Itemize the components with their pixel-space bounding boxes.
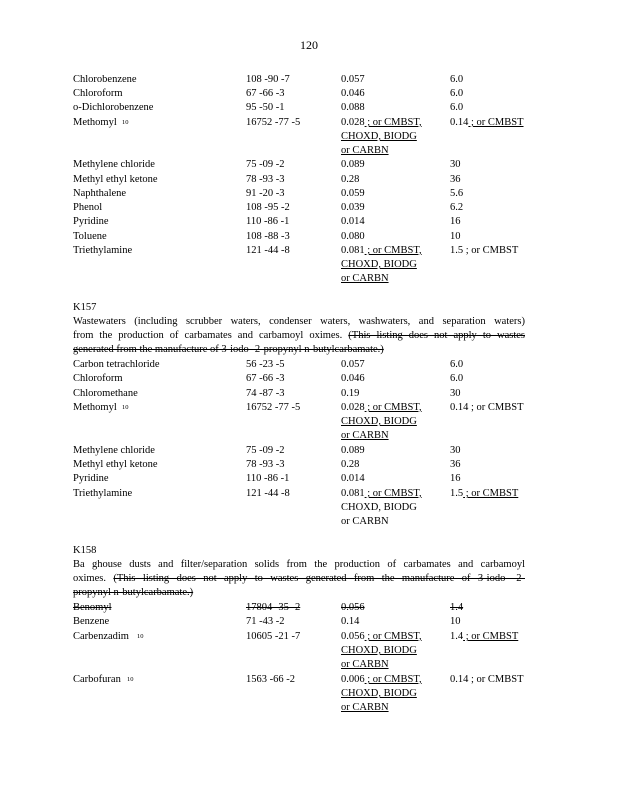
- wastewater-standard: 0.089: [341, 159, 365, 170]
- nonwastewater-standard: [450, 116, 524, 130]
- nww-alt: ; or CMBST: [468, 117, 524, 128]
- cas-number: 121 -44 -8: [246, 488, 290, 499]
- wastewater-standard: [341, 630, 422, 644]
- page-number: 120: [300, 38, 318, 52]
- nonwastewater-standard: 16: [450, 216, 461, 227]
- footnote-ref: 10: [127, 676, 134, 683]
- footnote-ref: 10: [122, 404, 129, 411]
- struck-text: propynyl n-butylcarbamate.): [73, 587, 194, 598]
- wastewater-standard: 0.19: [341, 388, 360, 399]
- ww-alt-line: CHOXD, BIODG: [341, 645, 417, 656]
- cas-number: 91 -20 -3: [246, 188, 285, 199]
- nww-alt: ; or CMBST: [463, 631, 519, 642]
- footnote-ref: 10: [122, 119, 129, 126]
- nonwastewater-standard: 36: [450, 174, 461, 185]
- struck-text: generated from the manufacture of 3-iodo -2-propynyl n-butylcarbamate.): [73, 344, 384, 355]
- ww-alt-line: CHOXD, BIODG: [341, 688, 417, 699]
- constituent-name: Methylene chloride: [73, 159, 155, 170]
- nonwastewater-standard: 6.2: [450, 202, 464, 213]
- constituent-name: o-Dichlorobenzene: [73, 102, 154, 113]
- constituent-name: Triethylamine: [73, 488, 133, 499]
- cas-number: 108 -95 -2: [246, 202, 290, 213]
- nonwastewater-standard: 10: [450, 231, 461, 242]
- cas-number: 71 -43 -2: [246, 616, 285, 627]
- constituent-name: Benzene: [73, 616, 110, 627]
- nww-value: 1.4: [450, 631, 464, 642]
- waste-description-line: [73, 329, 525, 343]
- ww-value: 0.028: [341, 402, 365, 413]
- wastewater-standard: [341, 487, 422, 501]
- cas-number: 16752 -77 -5: [246, 402, 301, 413]
- cas-number: 121 -44 -8: [246, 245, 290, 256]
- ww-alt: ; or CMBST,: [364, 488, 422, 499]
- waste-description-line: Wastewaters (including scrubber waters, condenser waters, washwaters, and separation waters): [73, 316, 525, 327]
- nww-value: 0.14: [450, 117, 469, 128]
- nonwastewater-standard: 1.4: [450, 602, 464, 613]
- footnote-ref: 10: [137, 633, 144, 640]
- cas-number: 56 -23 -5: [246, 359, 285, 370]
- nonwastewater-standard: 30: [450, 445, 461, 456]
- constituent-name: Methomyl: [73, 117, 117, 128]
- cas-number: 110 -86 -1: [246, 216, 290, 227]
- description-text: from the production of carbamates and carbamoyl oximes.: [73, 330, 349, 341]
- cas-number: 108 -90 -7: [246, 74, 290, 85]
- waste-code: K158: [73, 545, 97, 556]
- ww-alt-line: CHOXD, BIODG: [341, 131, 417, 142]
- constituent-name: Naphthalene: [73, 188, 127, 199]
- wastewater-standard: [341, 244, 422, 258]
- constituent-name: Methyl ethyl ketone: [73, 174, 158, 185]
- ww-alt: ; or CMBST,: [364, 245, 422, 256]
- cas-number: 75 -09 -2: [246, 159, 285, 170]
- wastewater-standard: 0.28: [341, 174, 360, 185]
- wastewater-standard: 0.080: [341, 231, 365, 242]
- wastewater-standard: 0.088: [341, 102, 365, 113]
- nonwastewater-standard: 30: [450, 159, 461, 170]
- constituent-name: Methylene chloride: [73, 445, 155, 456]
- ww-alt: ; or CMBST,: [364, 402, 422, 413]
- wastewater-standard: 0.28: [341, 459, 360, 470]
- nonwastewater-standard: [450, 487, 518, 501]
- wastewater-standard: 0.057: [341, 359, 365, 370]
- nonwastewater-standard: 0.14 ; or CMBST: [450, 402, 524, 413]
- cas-number: 10605 -21 -7: [246, 631, 301, 642]
- cas-number: 95 -50 -1: [246, 102, 285, 113]
- wastewater-standard: 0.046: [341, 88, 365, 99]
- wastewater-standard: 0.014: [341, 473, 365, 484]
- waste-description-line: Ba ghouse dusts and filter/separation solids from the production of carbamates and carbamoyl: [73, 559, 525, 570]
- cas-number: 108 -88 -3: [246, 231, 290, 242]
- nonwastewater-standard: 10: [450, 616, 461, 627]
- constituent-name: Carbofuran: [73, 674, 121, 685]
- struck-text: (This listing does not apply to wastes generated from the manufacture of 3-iodo -2-: [113, 573, 525, 584]
- ww-alt-line: or CARBN: [341, 273, 389, 284]
- cas-number: 67 -66 -3: [246, 373, 285, 384]
- ww-alt: ; or CMBST,: [364, 117, 422, 128]
- ww-value: 0.006: [341, 674, 365, 685]
- ww-alt-line: or CARBN: [341, 659, 389, 670]
- nonwastewater-standard: 6.0: [450, 359, 464, 370]
- waste-description-line: [73, 586, 525, 600]
- nonwastewater-standard: 6.0: [450, 102, 464, 113]
- cas-number: 74 -87 -3: [246, 388, 285, 399]
- cas-number: 1563 -66 -2: [246, 674, 295, 685]
- cas-number: 78 -93 -3: [246, 174, 285, 185]
- nonwastewater-standard: 16: [450, 473, 461, 484]
- ww-alt-line: CHOXD, BIODG: [341, 416, 417, 427]
- ww-value: 0.081: [341, 488, 365, 499]
- constituent-name: Carbenzadim: [73, 631, 129, 642]
- wastewater-standard: 0.056: [341, 602, 365, 613]
- waste-description-line: [73, 572, 525, 586]
- nonwastewater-standard: 6.0: [450, 373, 464, 384]
- ww-alt-line: CHOXD, BIODG: [341, 502, 417, 513]
- ww-alt-line: or CARBN: [341, 516, 389, 527]
- wastewater-standard: 0.057: [341, 74, 365, 85]
- constituent-name: Pyridine: [73, 473, 109, 484]
- constituent-name: Chloroform: [73, 88, 123, 99]
- nonwastewater-standard: 5.6: [450, 188, 464, 199]
- ww-value: 0.081: [341, 245, 365, 256]
- nonwastewater-standard: 0.14 ; or CMBST: [450, 674, 524, 685]
- ww-alt-line: or CARBN: [341, 145, 389, 156]
- waste-description-line: [73, 343, 525, 357]
- waste-code: K157: [73, 302, 97, 313]
- constituent-name: Methomyl: [73, 402, 117, 413]
- ww-alt: ; or CMBST,: [364, 674, 422, 685]
- wastewater-standard: [341, 401, 422, 415]
- cas-number: 75 -09 -2: [246, 445, 285, 456]
- nww-alt: ; or CMBST: [463, 488, 519, 499]
- ww-value: 0.028: [341, 117, 365, 128]
- cas-number: 78 -93 -3: [246, 459, 285, 470]
- wastewater-standard: 0.059: [341, 188, 365, 199]
- constituent-name: Carbon tetrachloride: [73, 359, 160, 370]
- wastewater-standard: 0.039: [341, 202, 365, 213]
- struck-text: (This listing does not apply to wastes: [348, 330, 525, 341]
- wastewater-standard: 0.089: [341, 445, 365, 456]
- constituent-name: Chloroform: [73, 373, 123, 384]
- wastewater-standard: 0.14: [341, 616, 360, 627]
- constituent-name: Phenol: [73, 202, 103, 213]
- cas-number: 17804 -35 -2: [246, 602, 301, 613]
- wastewater-standard: 0.014: [341, 216, 365, 227]
- cas-number: 67 -66 -3: [246, 88, 285, 99]
- ww-alt-line: or CARBN: [341, 702, 389, 713]
- wastewater-standard: [341, 673, 422, 687]
- constituent-name: Methyl ethyl ketone: [73, 459, 158, 470]
- cas-number: 16752 -77 -5: [246, 117, 301, 128]
- wastewater-standard: [341, 116, 422, 130]
- nonwastewater-standard: 1.5 ; or CMBST: [450, 245, 519, 256]
- constituent-name: Pyridine: [73, 216, 109, 227]
- nonwastewater-standard: [450, 630, 518, 644]
- ww-value: 0.056: [341, 631, 365, 642]
- nonwastewater-standard: 30: [450, 388, 461, 399]
- cas-number: 110 -86 -1: [246, 473, 290, 484]
- nonwastewater-standard: 36: [450, 459, 461, 470]
- constituent-name: Benomyl: [73, 602, 112, 613]
- ww-alt: ; or CMBST,: [364, 631, 422, 642]
- description-text: oximes.: [73, 573, 114, 584]
- constituent-name: Chlorobenzene: [73, 74, 137, 85]
- ww-alt-line: or CARBN: [341, 430, 389, 441]
- constituent-name: Toluene: [73, 231, 107, 242]
- wastewater-standard: 0.046: [341, 373, 365, 384]
- nww-value: 1.5: [450, 488, 464, 499]
- ww-alt-line: CHOXD, BIODG: [341, 259, 417, 270]
- constituent-name: Triethylamine: [73, 245, 133, 256]
- nonwastewater-standard: 6.0: [450, 74, 464, 85]
- nonwastewater-standard: 6.0: [450, 88, 464, 99]
- constituent-name: Chloromethane: [73, 388, 138, 399]
